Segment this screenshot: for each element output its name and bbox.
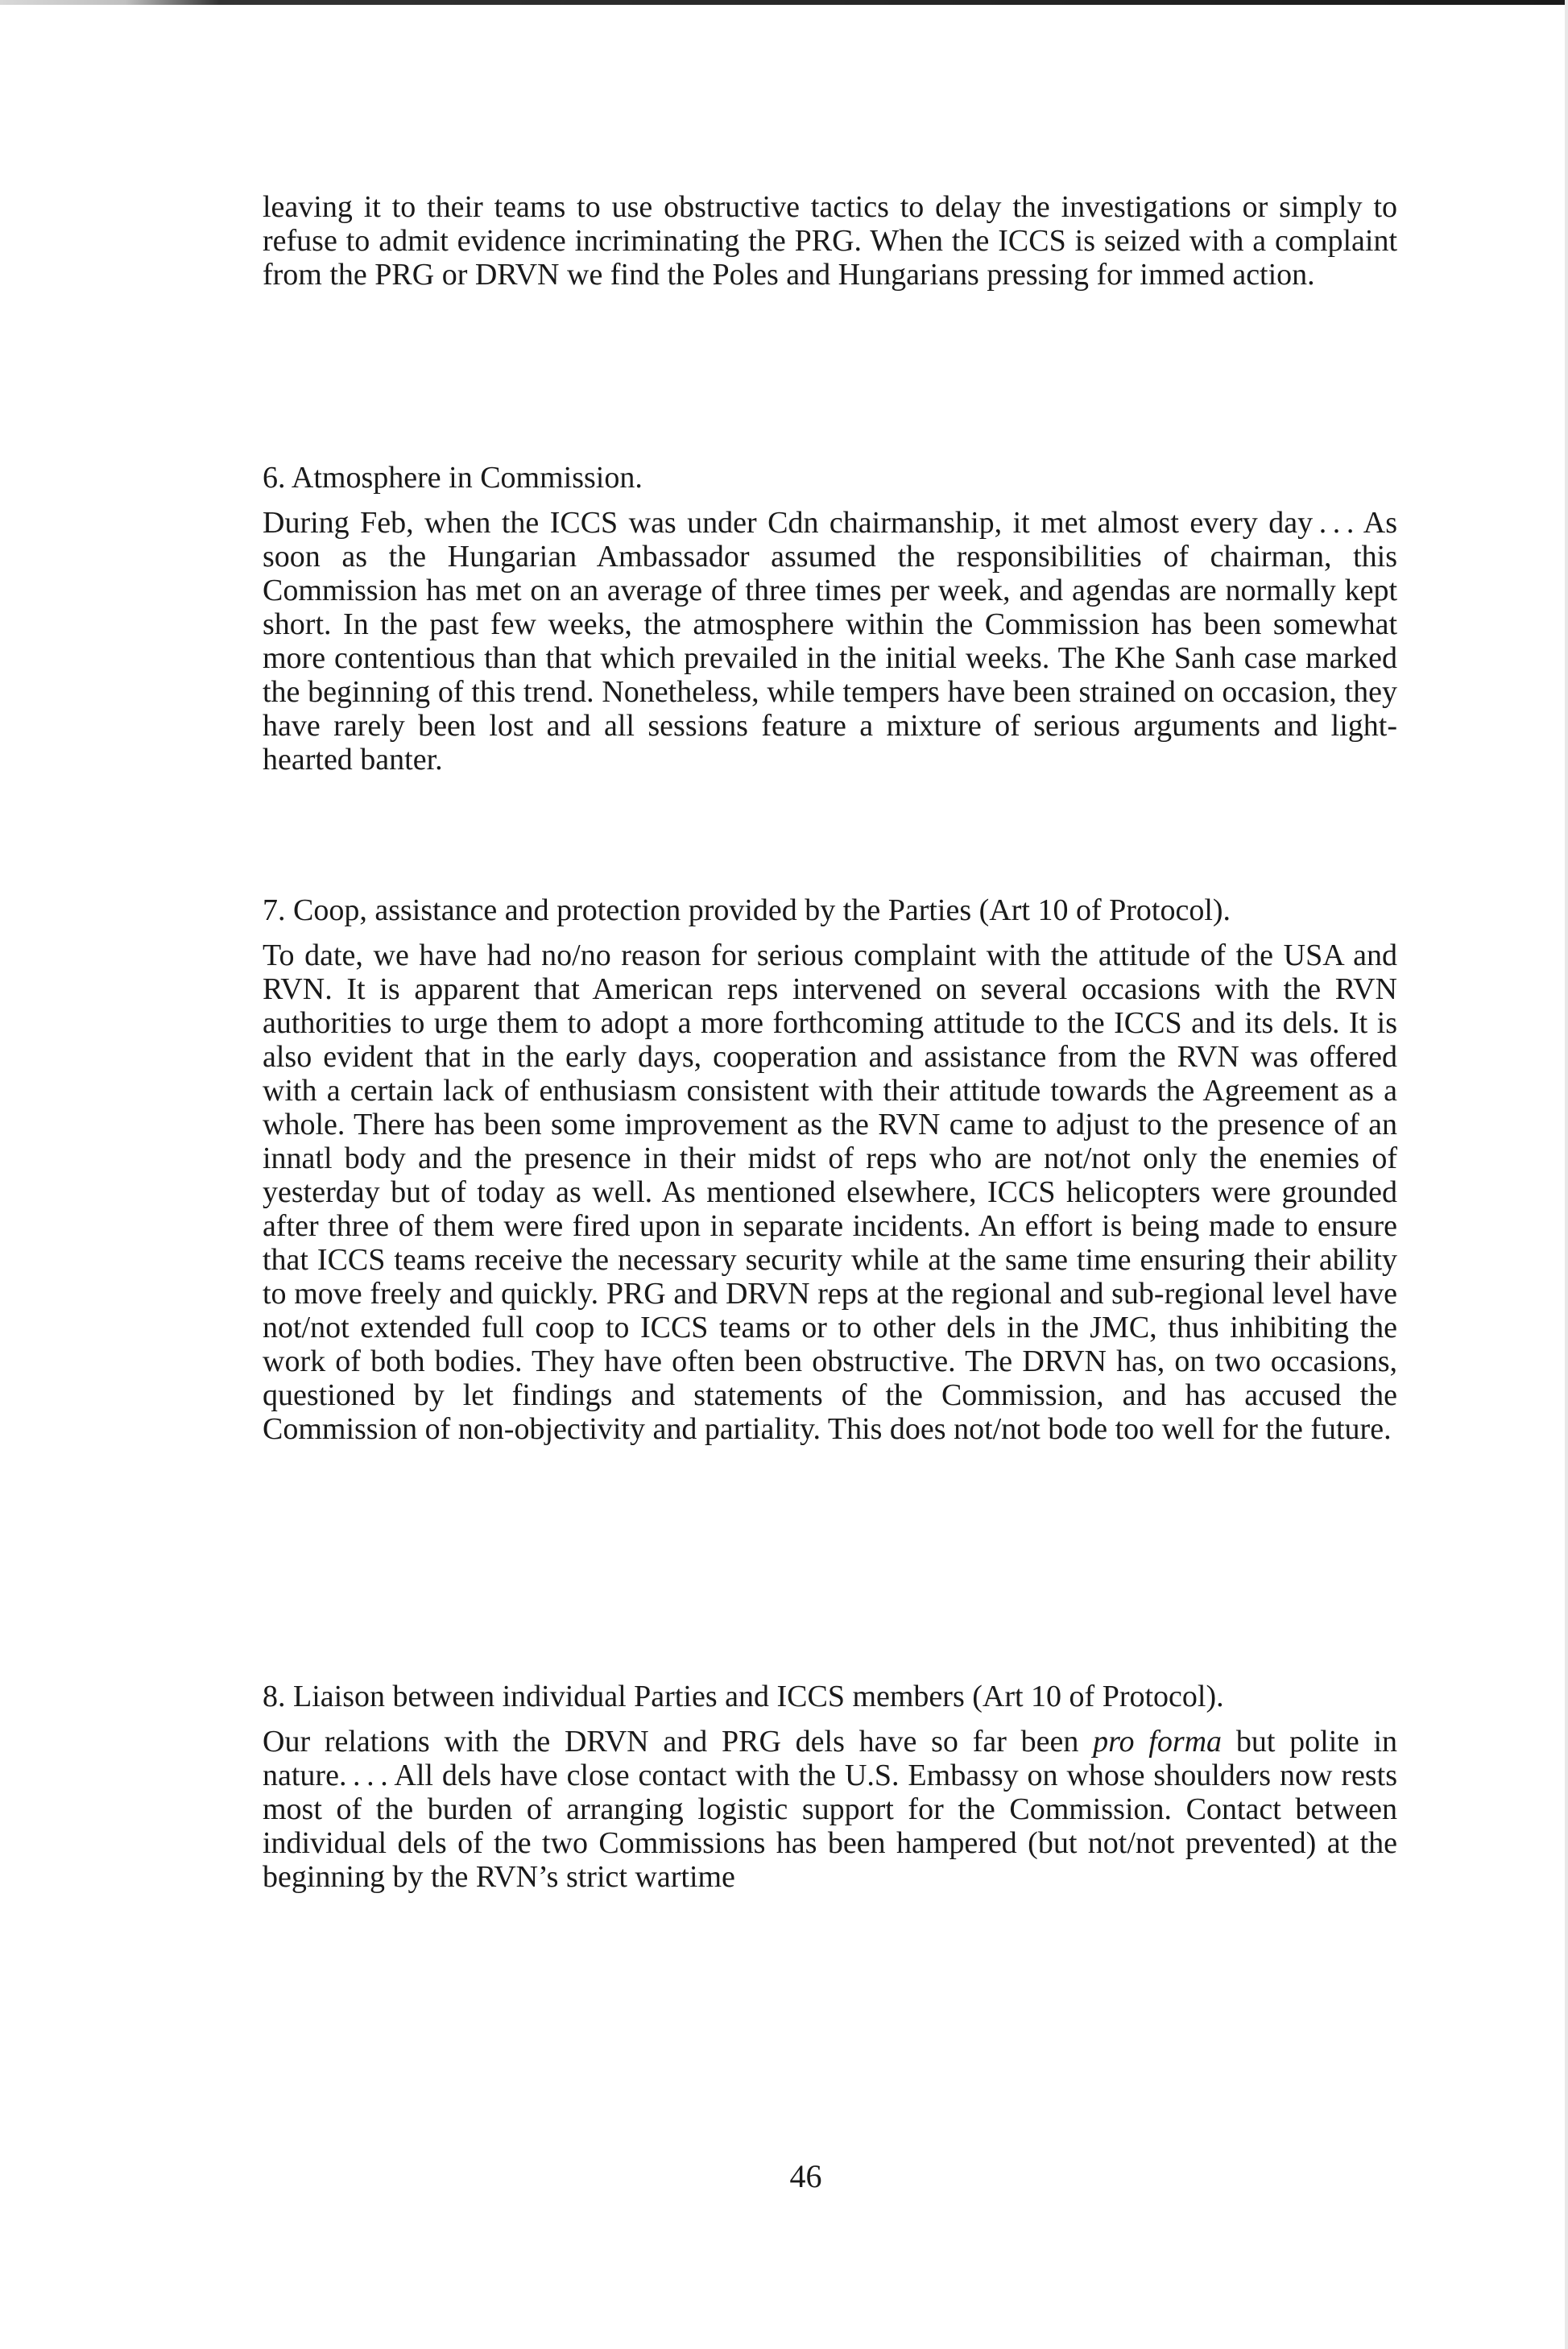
section-8-body-end: but polite in nature. . . . All dels have close contact with the U.S. Embassy on whose shoulders now rests most of the burden of arranging logistic support for the Commission. Contact between individual dels of the two Commissions has been hampered (but not/not prevented) at the beginning by the RVN’s strict wartime (263, 1725, 1398, 1894)
page-right-edge (1565, 0, 1568, 2349)
section-8-body-start: Our relations with the DRVN and PRG dels have so far been (263, 1725, 1094, 1759)
section-8-heading: 8. Liaison between individual Parties and ICCS members (Art 10 of Protocol). (263, 1680, 1224, 1713)
section-7-heading: 7. Coop, assistance and protection provided by the Parties (Art 10 of Protocol). (263, 893, 1231, 927)
section-6-heading: 6. Atmosphere in Commission. (263, 461, 643, 495)
section-8-body-italic: pro forma (1093, 1725, 1223, 1759)
section-8 (263, 1680, 1397, 1894)
section-8-body (263, 1725, 1397, 1894)
continuation-paragraph: leaving it to their teams to use obstructive tactics to delay the investigations or simply to refuse to admit evidence incriminating the PRG. When the ICCS is seized with a complaint from the PRG or DRVN we find the Poles and Hungarians pressing for immed action. (263, 190, 1397, 292)
document-page (263, 190, 1397, 1894)
section-7-body: To date, we have had no/no reason for serious complaint with the attitude of the USA and RVN. It is apparent that American reps intervened on several occasions with the RVN authorities to urge them to adopt a more forthcoming attitude to the ICCS and its dels. It is also evident that in the early days, cooperation and assistance from the RVN was offered with a certain lack of enthusiasm consistent with their attitude towards the Agreement as a whole. There has been some improvement as the RVN came to adjust to the presence of an innatl body and the presence in their midst of reps who are not/not only the enemies of yesterday but of today as well. As mentioned elsewhere, ICCS helicopters were grounded after three of them were fired upon in separate incidents. An effort is being made to ensure that ICCS teams receive the necessary security while at the same time ensuring their ability to move freely and quickly. PRG and DRVN reps at the regional and sub-regional level have not/not extended full coop to ICCS teams or to other dels in the JMC, thus inhibiting the work of both bodies. They have often been obstructive. The DRVN has, on two occasions, questioned by let findings and statements of the Commission, and has accused the Commission of non-objectivity and partiality. This does not/not bode too well for the future. (263, 938, 1397, 1446)
section-7 (263, 893, 1397, 1446)
section-6-body: During Feb, when the ICCS was under Cdn chairmanship, it met almost every day . . . As soon as the Hungarian Ambassador assumed the responsibilities of chairman, this Commission has met on an average of three times per week, and agendas are normally kept short. In the past few weeks, the atmosphere within the Commission has been somewhat more contentious than that which prevailed in the initial weeks. The Khe Sanh case marked the beginning of this trend. Nonetheless, while tempers have been strained on occasion, they have rarely been lost and all sessions feature a mixture of serious arguments and light-hearted banter. (263, 506, 1397, 777)
page-top-edge (0, 0, 1568, 5)
page-number: 46 (789, 2158, 822, 2194)
section-6 (263, 461, 1397, 777)
